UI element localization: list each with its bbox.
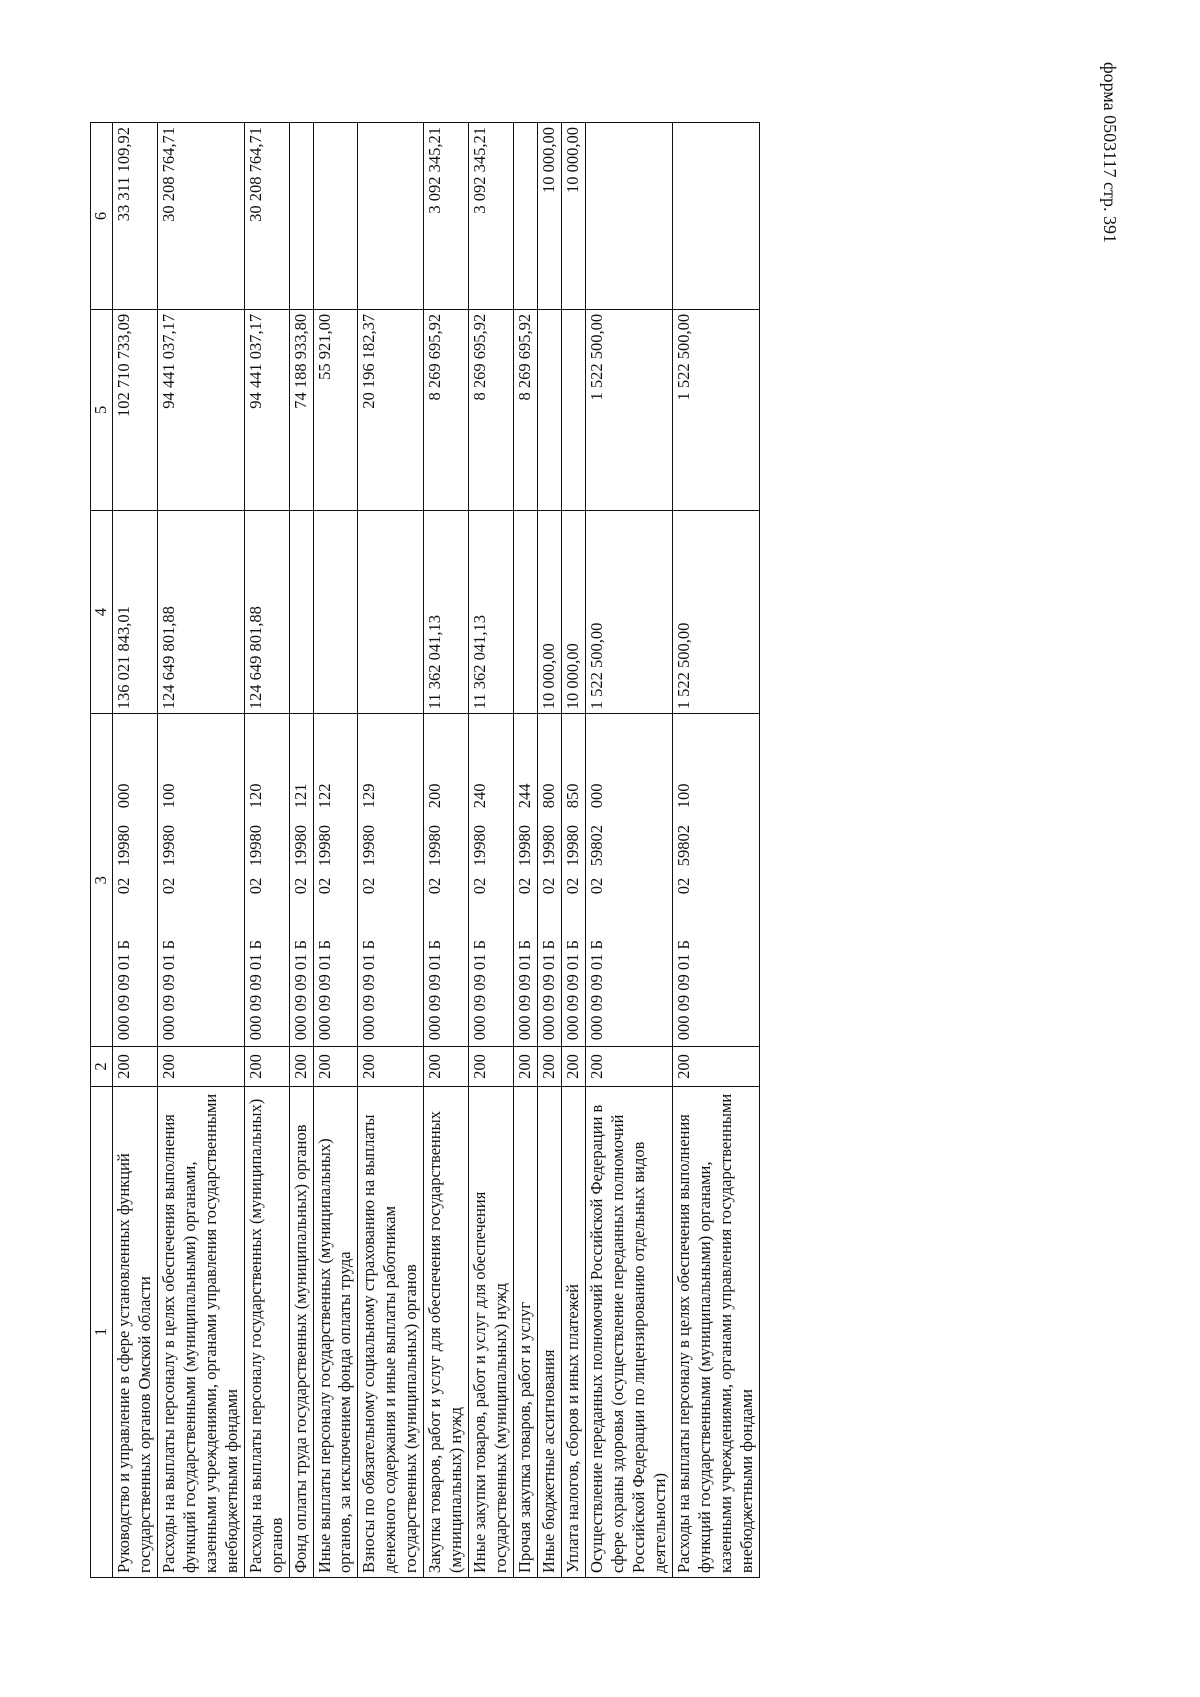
- row-col-6-value: [585, 123, 672, 310]
- code-segment-a: 000 09 09 01 Б: [539, 940, 559, 1041]
- code-segment-c: 19980: [158, 824, 178, 867]
- table-row: [358, 123, 424, 1578]
- form-page-label: форма 0503117 стр. 391: [1100, 62, 1120, 244]
- header-col-1: 1: [91, 1086, 113, 1577]
- table-row: [562, 123, 586, 1578]
- row-classification-code: [112, 714, 157, 1047]
- row-line-code: 200: [538, 1047, 562, 1087]
- row-col-6-value: 10 000,00: [562, 123, 586, 310]
- row-name: Уплата налогов, сборов и иных платежей: [562, 1086, 586, 1577]
- row-col-5-value: 8 269 695,92: [514, 309, 538, 510]
- row-line-code: 200: [562, 1047, 586, 1087]
- code-segment-d: 122: [314, 783, 334, 809]
- code-segment-b: 02: [470, 877, 490, 895]
- row-name: Расходы на выплаты персоналу государственных (муниципальных) органов: [244, 1086, 289, 1577]
- row-name: Расходы на выплаты персоналу в целях обеспечения выполнения функций государственными (муниципальными) органами, казенными учреждениями, органами управления государственными внебюджетными фондами: [672, 1086, 759, 1577]
- code-segment-d: 100: [673, 783, 693, 809]
- expenditure-table: [90, 122, 760, 1578]
- table-header-row: [91, 123, 113, 1578]
- code-segment-c: 19980: [563, 824, 583, 867]
- row-col-4-value: 1 522 500,00: [672, 510, 759, 713]
- row-col-5-value: 8 269 695,92: [424, 309, 469, 510]
- row-name: Руководство и управление в сфере установленных функций государственных органов Омской области: [112, 1086, 157, 1577]
- row-col-6-value: 3 092 345,21: [424, 123, 469, 310]
- row-col-4-value: [514, 510, 538, 713]
- row-col-5-value: 8 269 695,92: [469, 309, 514, 510]
- code-segment-d: 200: [425, 783, 445, 809]
- row-classification-code: [289, 714, 313, 1047]
- code-segment-c: 19980: [359, 824, 379, 867]
- row-col-4-value: 10 000,00: [562, 510, 586, 713]
- row-col-4-value: [289, 510, 313, 713]
- row-col-5-value: 20 196 182,37: [358, 309, 424, 510]
- code-segment-a: 000 09 09 01 Б: [586, 940, 606, 1041]
- row-col-5-value: 102 710 733,09: [112, 309, 157, 510]
- row-classification-code: [469, 714, 514, 1047]
- row-classification-code: [585, 714, 672, 1047]
- row-col-6-value: [514, 123, 538, 310]
- header-col-4: 4: [91, 510, 113, 713]
- code-segment-d: 240: [470, 783, 490, 809]
- row-col-6-value: 3 092 345,21: [469, 123, 514, 310]
- row-line-code: 200: [469, 1047, 514, 1087]
- row-line-code: 200: [157, 1047, 244, 1087]
- code-segment-c: 19980: [470, 824, 490, 867]
- code-segment-b: 02: [245, 877, 265, 895]
- table-row: [157, 123, 244, 1578]
- row-classification-code: [514, 714, 538, 1047]
- code-segment-c: 19980: [314, 824, 334, 867]
- row-line-code: 200: [585, 1047, 672, 1087]
- row-name: Фонд оплаты труда государственных (муниципальных) органов: [289, 1086, 313, 1577]
- row-col-6-value: 33 311 109,92: [112, 123, 157, 310]
- code-segment-c: 19980: [245, 824, 265, 867]
- rotated-report-sheet: [90, 122, 1056, 1578]
- code-segment-b: 02: [158, 877, 178, 895]
- row-name: Взносы по обязательному социальному страхованию на выплаты денежного содержания и иные выплаты работникам государственных (муниципальных) органов: [358, 1086, 424, 1577]
- header-col-5: 5: [91, 309, 113, 510]
- code-segment-d: 129: [359, 783, 379, 809]
- row-col-6-value: [358, 123, 424, 310]
- row-col-4-value: 1 522 500,00: [585, 510, 672, 713]
- row-classification-code: [424, 714, 469, 1047]
- row-line-code: 200: [514, 1047, 538, 1087]
- row-col-6-value: 10 000,00: [538, 123, 562, 310]
- row-name: Осуществление переданных полномочий Российской Федерации в сфере охраны здоровья (осуществление переданных полномочий Российской Федерации по лицензированию отдельных видов деятельности): [585, 1086, 672, 1577]
- code-segment-b: 02: [539, 877, 559, 895]
- row-classification-code: [562, 714, 586, 1047]
- row-classification-code: [672, 714, 759, 1047]
- code-segment-a: 000 09 09 01 Б: [314, 940, 334, 1041]
- header-col-6: 6: [91, 123, 113, 310]
- row-line-code: 200: [424, 1047, 469, 1087]
- row-name: Иные бюджетные ассигнования: [538, 1086, 562, 1577]
- code-segment-b: 02: [113, 877, 133, 895]
- table-row: [538, 123, 562, 1578]
- table-row: [585, 123, 672, 1578]
- code-segment-b: 02: [586, 877, 606, 895]
- code-segment-a: 000 09 09 01 Б: [515, 940, 535, 1041]
- code-segment-d: 000: [586, 783, 606, 809]
- row-classification-code: [538, 714, 562, 1047]
- table-row: [112, 123, 157, 1578]
- row-name: Иные закупки товаров, работ и услуг для обеспечения государственных (муниципальных) нужд: [469, 1086, 514, 1577]
- code-segment-d: 100: [158, 783, 178, 809]
- code-segment-b: 02: [563, 877, 583, 895]
- row-col-5-value: 74 188 933,80: [289, 309, 313, 510]
- code-segment-d: 120: [245, 783, 265, 809]
- header-col-2: 2: [91, 1047, 113, 1087]
- code-segment-a: 000 09 09 01 Б: [470, 940, 490, 1041]
- table-row: [672, 123, 759, 1578]
- row-col-6-value: 30 208 764,71: [244, 123, 289, 310]
- code-segment-b: 02: [359, 877, 379, 895]
- row-col-4-value: 136 021 843,01: [112, 510, 157, 713]
- row-col-5-value: 55 921,00: [313, 309, 358, 510]
- table-row: [514, 123, 538, 1578]
- code-segment-a: 000 09 09 01 Б: [359, 940, 379, 1041]
- row-line-code: 200: [112, 1047, 157, 1087]
- code-segment-c: 59802: [673, 824, 693, 867]
- code-segment-a: 000 09 09 01 Б: [673, 940, 693, 1041]
- row-line-code: 200: [358, 1047, 424, 1087]
- row-col-4-value: 10 000,00: [538, 510, 562, 713]
- row-name: Прочая закупка товаров, работ и услуг: [514, 1086, 538, 1577]
- table-row: [424, 123, 469, 1578]
- code-segment-c: 19980: [515, 824, 535, 867]
- code-segment-d: 244: [515, 783, 535, 809]
- row-classification-code: [313, 714, 358, 1047]
- row-line-code: 200: [289, 1047, 313, 1087]
- row-name: Иные выплаты персоналу государственных (муниципальных) органов, за исключением фонда оплаты труда: [313, 1086, 358, 1577]
- row-col-5-value: 1 522 500,00: [672, 309, 759, 510]
- table-row: [244, 123, 289, 1578]
- row-col-4-value: 11 362 041,13: [469, 510, 514, 713]
- row-col-5-value: 94 441 037,17: [157, 309, 244, 510]
- code-segment-c: 19980: [425, 824, 445, 867]
- row-col-4-value: 11 362 041,13: [424, 510, 469, 713]
- code-segment-a: 000 09 09 01 Б: [113, 940, 133, 1041]
- code-segment-c: 19980: [539, 824, 559, 867]
- table-row: [289, 123, 313, 1578]
- row-col-5-value: 1 522 500,00: [585, 309, 672, 510]
- code-segment-a: 000 09 09 01 Б: [425, 940, 445, 1041]
- table-body: [112, 123, 759, 1578]
- code-segment-b: 02: [314, 877, 334, 895]
- code-segment-b: 02: [673, 877, 693, 895]
- code-segment-c: 59802: [586, 824, 606, 867]
- row-col-5-value: [562, 309, 586, 510]
- row-col-6-value: [672, 123, 759, 310]
- row-classification-code: [358, 714, 424, 1047]
- code-segment-b: 02: [425, 877, 445, 895]
- row-col-4-value: [313, 510, 358, 713]
- code-segment-b: 02: [515, 877, 535, 895]
- header-col-3: 3: [91, 714, 113, 1047]
- row-col-6-value: [289, 123, 313, 310]
- row-col-4-value: [358, 510, 424, 713]
- row-col-6-value: 30 208 764,71: [157, 123, 244, 310]
- row-classification-code: [157, 714, 244, 1047]
- code-segment-c: 19980: [113, 824, 133, 867]
- row-col-4-value: 124 649 801,88: [157, 510, 244, 713]
- row-name: Закупка товаров, работ и услуг для обеспечения государственных (муниципальных) нужд: [424, 1086, 469, 1577]
- row-line-code: 200: [672, 1047, 759, 1087]
- code-segment-a: 000 09 09 01 Б: [245, 940, 265, 1041]
- row-line-code: 200: [244, 1047, 289, 1087]
- code-segment-b: 02: [290, 877, 310, 895]
- code-segment-a: 000 09 09 01 Б: [563, 940, 583, 1041]
- code-segment-c: 19980: [290, 824, 310, 867]
- code-segment-a: 000 09 09 01 Б: [158, 940, 178, 1041]
- row-name: Расходы на выплаты персоналу в целях обеспечения выполнения функций государственными (муниципальными) органами, казенными учреждениями, органами управления государственными внебюджетными фондами: [157, 1086, 244, 1577]
- table-row: [313, 123, 358, 1578]
- code-segment-d: 850: [563, 783, 583, 809]
- row-col-5-value: 94 441 037,17: [244, 309, 289, 510]
- code-segment-d: 121: [290, 783, 310, 809]
- row-col-5-value: [538, 309, 562, 510]
- code-segment-d: 000: [113, 783, 133, 809]
- code-segment-a: 000 09 09 01 Б: [290, 940, 310, 1041]
- row-classification-code: [244, 714, 289, 1047]
- row-col-4-value: 124 649 801,88: [244, 510, 289, 713]
- row-line-code: 200: [313, 1047, 358, 1087]
- table-row: [469, 123, 514, 1578]
- row-col-6-value: [313, 123, 358, 310]
- code-segment-d: 800: [539, 783, 559, 809]
